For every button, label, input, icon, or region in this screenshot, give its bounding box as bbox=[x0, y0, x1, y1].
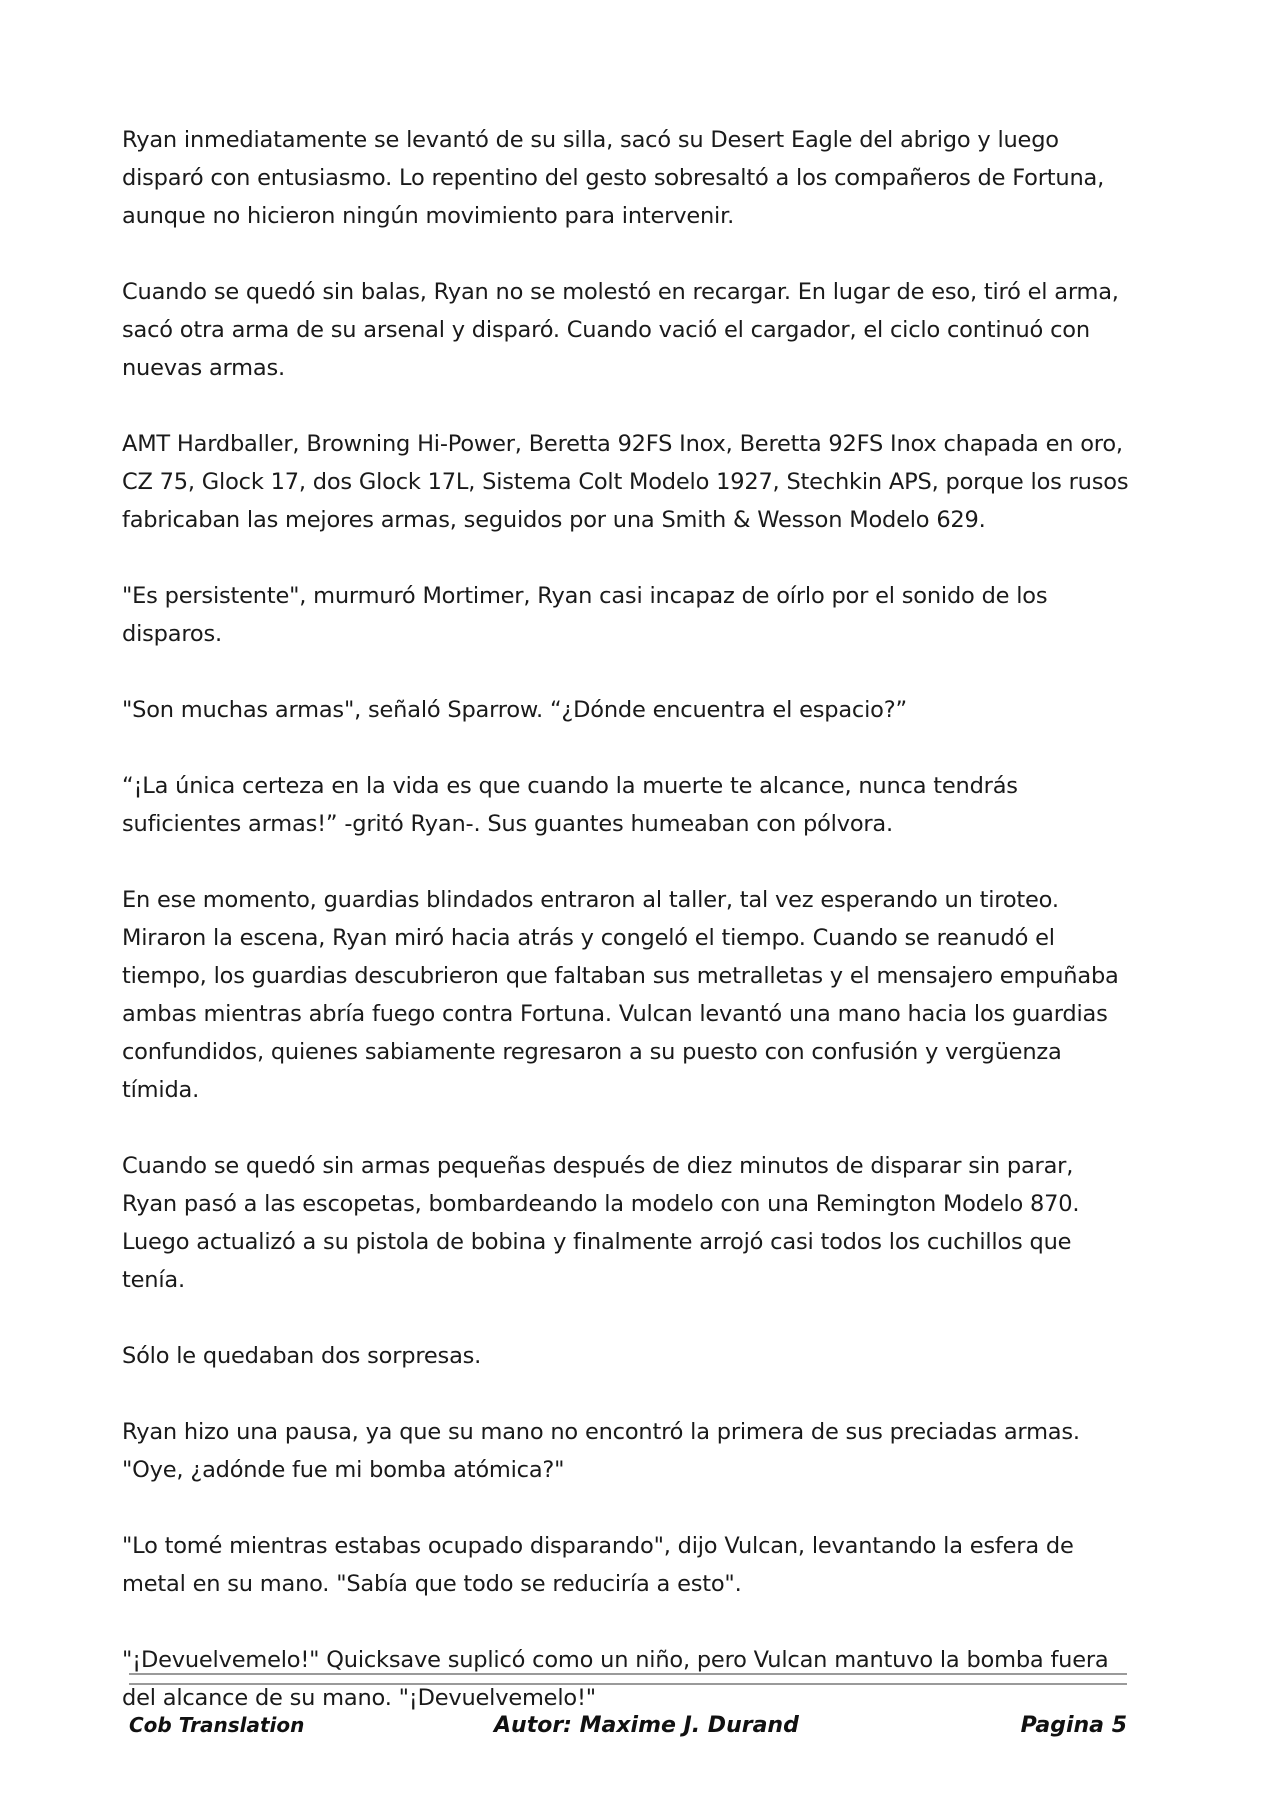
paragraph: "Lo tomé mientras estabas ocupado disparando", dijo Vulcan, levantando la esfera de metal en su mano. "Sabía que todo se reduciría a esto". bbox=[122, 1533, 1074, 1597]
paragraph: “¡La única certeza en la vida es que cuando la muerte te alcance, nunca tendrás suficientes armas!” -gritó Ryan-. Sus guantes humeaban con pólvora. bbox=[122, 773, 1018, 837]
paragraph: AMT Hardballer, Browning Hi-Power, Beretta 92FS Inox, Beretta 92FS Inox chapada en oro, CZ 75, Glock 17, dos Glock 17L, Sistema Colt Modelo 1927, Stechkin APS, porque los rusos fabricaban las mejores armas, seguidos por una Smith & Wesson Modelo 629. bbox=[122, 431, 1129, 533]
paragraph: En ese momento, guardias blindados entraron al taller, tal vez esperando un tiroteo. Miraron la escena, Ryan miró hacia atrás y congeló el tiempo. Cuando se reanudó el tiempo, los guardias descubrieron que faltaban sus metralletas y el mensajero empuñaba ambas mientras abría fuego contra Fortuna. Vulcan levantó una mano hacia los guardias confundidos, quienes sabiamente regresaron a su puesto con confusión y vergüenza tímida. bbox=[122, 887, 1119, 1103]
paragraph: Ryan hizo una pausa, ya que su mano no encontró la primera de sus preciadas armas. "Oye, ¿adónde fue mi bomba atómica?" bbox=[122, 1419, 1080, 1483]
paragraph: "Son muchas armas", señaló Sparrow. “¿Dónde encuentra el espacio?” bbox=[122, 697, 907, 723]
footer-page-number: Pagina 5 bbox=[1020, 1713, 1127, 1738]
paragraph: Cuando se quedó sin armas pequeñas después de diez minutos de disparar sin parar, Ryan pasó a las escopetas, bombardeando la modelo con una Remington Modelo 870. Luego actualizó a su pistola de bobina y finalmente arrojó casi todos los cuchillos que tenía. bbox=[122, 1153, 1080, 1293]
paragraph: "¡Devuelvemelo!" Quicksave suplicó como un niño, pero Vulcan mantuvo la bomba fuera del alcance de su mano. "¡Devuelvemelo!" bbox=[122, 1647, 1109, 1711]
footer-author: Autor: Maxime J. Durand bbox=[494, 1713, 799, 1738]
paragraph: "Es persistente", murmuró Mortimer, Ryan casi incapaz de oírlo por el sonido de los disparos. bbox=[122, 583, 1048, 647]
page-footer bbox=[129, 1713, 1127, 1747]
paragraph: Sólo le quedaban dos sorpresas. bbox=[122, 1343, 482, 1369]
page-body bbox=[122, 121, 1132, 1755]
paragraph: Cuando se quedó sin balas, Ryan no se molestó en recargar. En lugar de eso, tiró el arma, sacó otra arma de su arsenal y disparó. Cuando vació el cargador, el ciclo continuó con nuevas armas. bbox=[122, 279, 1119, 381]
paragraph: Ryan inmediatamente se levantó de su silla, sacó su Desert Eagle del abrigo y luego disparó con entusiasmo. Lo repentino del gesto sobresaltó a los compañeros de Fortuna, aunque no hicieron ningún movimiento para intervenir. bbox=[122, 127, 1105, 229]
footer-divider bbox=[129, 1683, 1127, 1685]
footer-translator: Cob Translation bbox=[129, 1713, 305, 1737]
footer-divider bbox=[129, 1673, 1127, 1675]
